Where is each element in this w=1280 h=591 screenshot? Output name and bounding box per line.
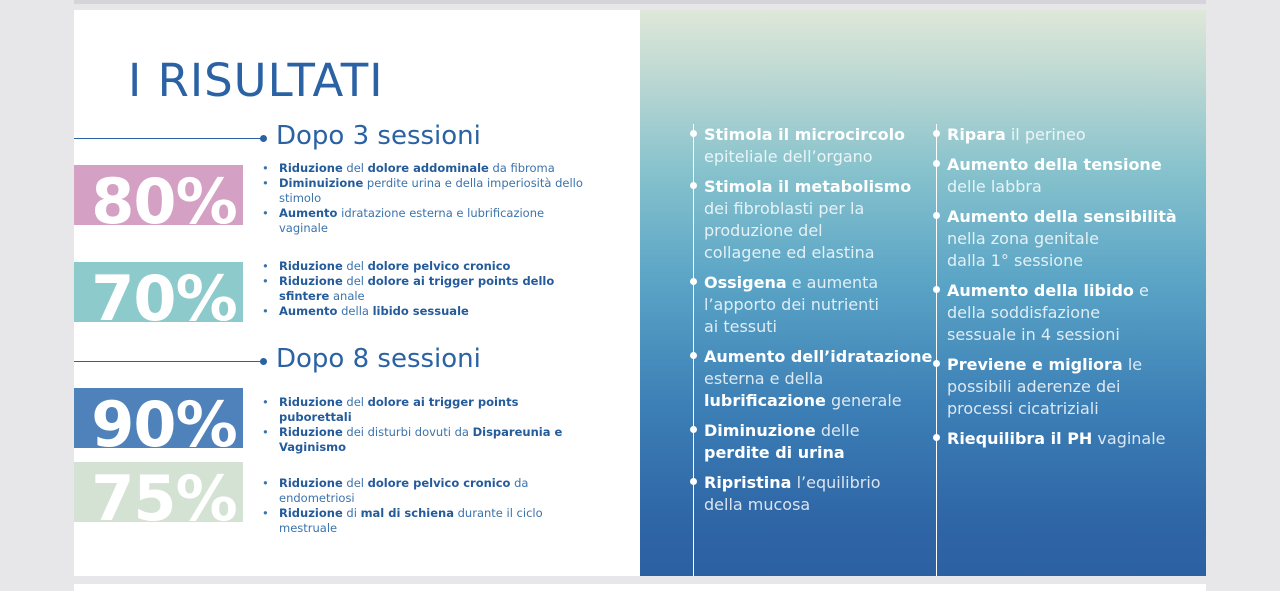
text: del bbox=[342, 274, 368, 288]
text: le bbox=[1122, 355, 1143, 374]
text: anale bbox=[329, 289, 365, 303]
timeline-dot bbox=[933, 360, 940, 367]
bold-text: libido sessuale bbox=[372, 304, 469, 318]
text: dalla 1° sessione bbox=[947, 251, 1084, 270]
timeline-dot bbox=[933, 286, 940, 293]
timeline-dot bbox=[690, 426, 697, 433]
result-item bbox=[262, 425, 592, 455]
timeline-dot bbox=[690, 478, 697, 485]
benefit-text bbox=[704, 346, 934, 412]
text: sessuale in 4 sessioni bbox=[947, 325, 1120, 344]
bold-text: Riduzione bbox=[279, 425, 343, 439]
bold-text: Riduzione bbox=[279, 506, 343, 520]
bold-text: Riduzione bbox=[279, 395, 343, 409]
results-panel bbox=[74, 10, 640, 576]
slide bbox=[74, 10, 1206, 576]
bold-text: Aumento della tensione bbox=[947, 155, 1162, 174]
bold-text: lubrificazione bbox=[704, 391, 826, 410]
session-8-bullet-dot bbox=[260, 358, 267, 365]
bold-text: dolore ai trigger points dello sfintere bbox=[279, 274, 555, 303]
text: delle bbox=[815, 421, 860, 440]
text: ai tessuti bbox=[704, 317, 777, 336]
benefit-text bbox=[704, 420, 934, 464]
text: generale bbox=[825, 391, 902, 410]
bold-text: Ossigena bbox=[704, 273, 787, 292]
percent-badge-80 bbox=[74, 165, 243, 225]
page-title: I RISULTATI bbox=[128, 54, 384, 107]
timeline-dot bbox=[933, 434, 940, 441]
text: vaginale bbox=[1092, 429, 1166, 448]
results-list-70 bbox=[262, 259, 592, 319]
session-8-rule bbox=[74, 361, 262, 362]
bold-text: dolore ai trigger points puborettali bbox=[279, 395, 519, 424]
text: della mucosa bbox=[704, 495, 811, 514]
text: idratazione esterna e lubrificazione vaginale bbox=[279, 206, 545, 235]
text: produzione del bbox=[704, 221, 823, 240]
text: delle labbra bbox=[947, 177, 1042, 196]
result-item bbox=[262, 206, 592, 236]
bold-text: Ripara bbox=[947, 125, 1006, 144]
bold-text: dolore pelvico cronico bbox=[367, 476, 511, 490]
bold-text: Diminuizione bbox=[279, 176, 364, 190]
bold-text: dolore pelvico cronico bbox=[367, 259, 511, 273]
text: del bbox=[342, 476, 368, 490]
timeline-dot bbox=[933, 212, 940, 219]
text: del bbox=[342, 161, 368, 175]
text: del bbox=[342, 395, 368, 409]
results-list-75 bbox=[262, 476, 592, 536]
previous-slide-edge bbox=[74, 0, 1206, 4]
benefit-text bbox=[947, 154, 1202, 198]
timeline-dot bbox=[690, 130, 697, 137]
bold-text: Dispareunia e Vaginismo bbox=[279, 425, 563, 454]
text: l’apporto dei nutrienti bbox=[704, 295, 879, 314]
text: nella zona genitale bbox=[947, 229, 1099, 248]
benefit-text bbox=[704, 176, 934, 264]
bold-text: Riequilibra il PH bbox=[947, 429, 1093, 448]
benefits-panel bbox=[640, 10, 1206, 576]
benefit-text bbox=[947, 206, 1202, 272]
timeline-dot bbox=[690, 182, 697, 189]
percent-70: 70% bbox=[91, 262, 237, 322]
timeline-dot bbox=[690, 352, 697, 359]
text: perdite urina e della imperiosità dello stimolo bbox=[279, 176, 583, 205]
results-list-90 bbox=[262, 395, 592, 455]
result-item bbox=[262, 395, 592, 425]
result-item bbox=[262, 176, 592, 206]
bold-text: Stimola il metabolismo bbox=[704, 177, 912, 196]
benefit-text bbox=[704, 124, 934, 168]
bold-text: Riduzione bbox=[279, 259, 343, 273]
text: e aumenta bbox=[786, 273, 879, 292]
text: processi cicatriziali bbox=[947, 399, 1099, 418]
bold-text: Aumento della libido bbox=[947, 281, 1134, 300]
session-3-rule bbox=[74, 138, 262, 139]
text: del bbox=[342, 259, 368, 273]
bold-text: Aumento della sensibilità bbox=[947, 207, 1177, 226]
bold-text: Riduzione bbox=[279, 274, 343, 288]
benefit-text bbox=[704, 272, 934, 338]
timeline-dot bbox=[933, 130, 940, 137]
percent-80: 80% bbox=[91, 165, 237, 225]
bold-text: Stimola il microcircolo bbox=[704, 125, 906, 144]
results-list-80 bbox=[262, 161, 592, 236]
percent-75: 75% bbox=[91, 462, 237, 522]
benefit-text bbox=[947, 124, 1202, 146]
text: il perineo bbox=[1005, 125, 1086, 144]
bold-text: perdite di urina bbox=[704, 443, 845, 462]
text: esterna e della bbox=[704, 369, 824, 388]
text: e bbox=[1133, 281, 1149, 300]
timeline-line-left bbox=[693, 124, 694, 576]
bold-text: Riduzione bbox=[279, 476, 343, 490]
text: da fibroma bbox=[488, 161, 555, 175]
bold-text: Diminuzione bbox=[704, 421, 816, 440]
benefit-text bbox=[947, 280, 1202, 346]
bold-text: dolore addominale bbox=[367, 161, 489, 175]
result-item bbox=[262, 259, 592, 274]
next-slide-edge bbox=[74, 584, 1206, 591]
result-item bbox=[262, 161, 592, 176]
percent-badge-90 bbox=[74, 388, 243, 448]
bold-text: mal di schiena bbox=[360, 506, 454, 520]
session-3-heading: Dopo 3 sessioni bbox=[276, 121, 481, 151]
text: l’equilibrio bbox=[791, 473, 881, 492]
result-item bbox=[262, 476, 592, 506]
text: collagene ed elastina bbox=[704, 243, 875, 262]
text: di bbox=[342, 506, 361, 520]
timeline-line-right bbox=[936, 124, 937, 576]
result-item bbox=[262, 304, 592, 319]
text: della soddisfazione bbox=[947, 303, 1101, 322]
benefit-text bbox=[947, 428, 1202, 450]
bold-text: Previene e migliora bbox=[947, 355, 1123, 374]
session-3-bullet-dot bbox=[260, 135, 267, 142]
text: dei disturbi dovuti da bbox=[342, 425, 473, 439]
bold-text: Ripristina bbox=[704, 473, 792, 492]
benefit-text bbox=[947, 354, 1202, 420]
percent-badge-70 bbox=[74, 262, 243, 322]
benefit-text bbox=[704, 472, 934, 516]
text: dei fibroblasti per la bbox=[704, 199, 865, 218]
timeline-dot bbox=[933, 160, 940, 167]
timeline-dot bbox=[690, 278, 697, 285]
session-8-heading: Dopo 8 sessioni bbox=[276, 344, 481, 374]
text: della bbox=[337, 304, 373, 318]
bold-text: Aumento bbox=[279, 206, 338, 220]
bold-text: Aumento dell’idratazione bbox=[704, 347, 933, 366]
result-item bbox=[262, 506, 592, 536]
bold-text: Aumento bbox=[279, 304, 338, 318]
result-item bbox=[262, 274, 592, 304]
percent-badge-75 bbox=[74, 462, 243, 522]
bold-text: Riduzione bbox=[279, 161, 343, 175]
text: da endometriosi bbox=[279, 476, 529, 505]
text: possibili aderenze dei bbox=[947, 377, 1121, 396]
percent-90: 90% bbox=[91, 388, 237, 448]
text: durante il ciclo mestruale bbox=[279, 506, 543, 535]
text: epiteliale dell’organo bbox=[704, 147, 873, 166]
